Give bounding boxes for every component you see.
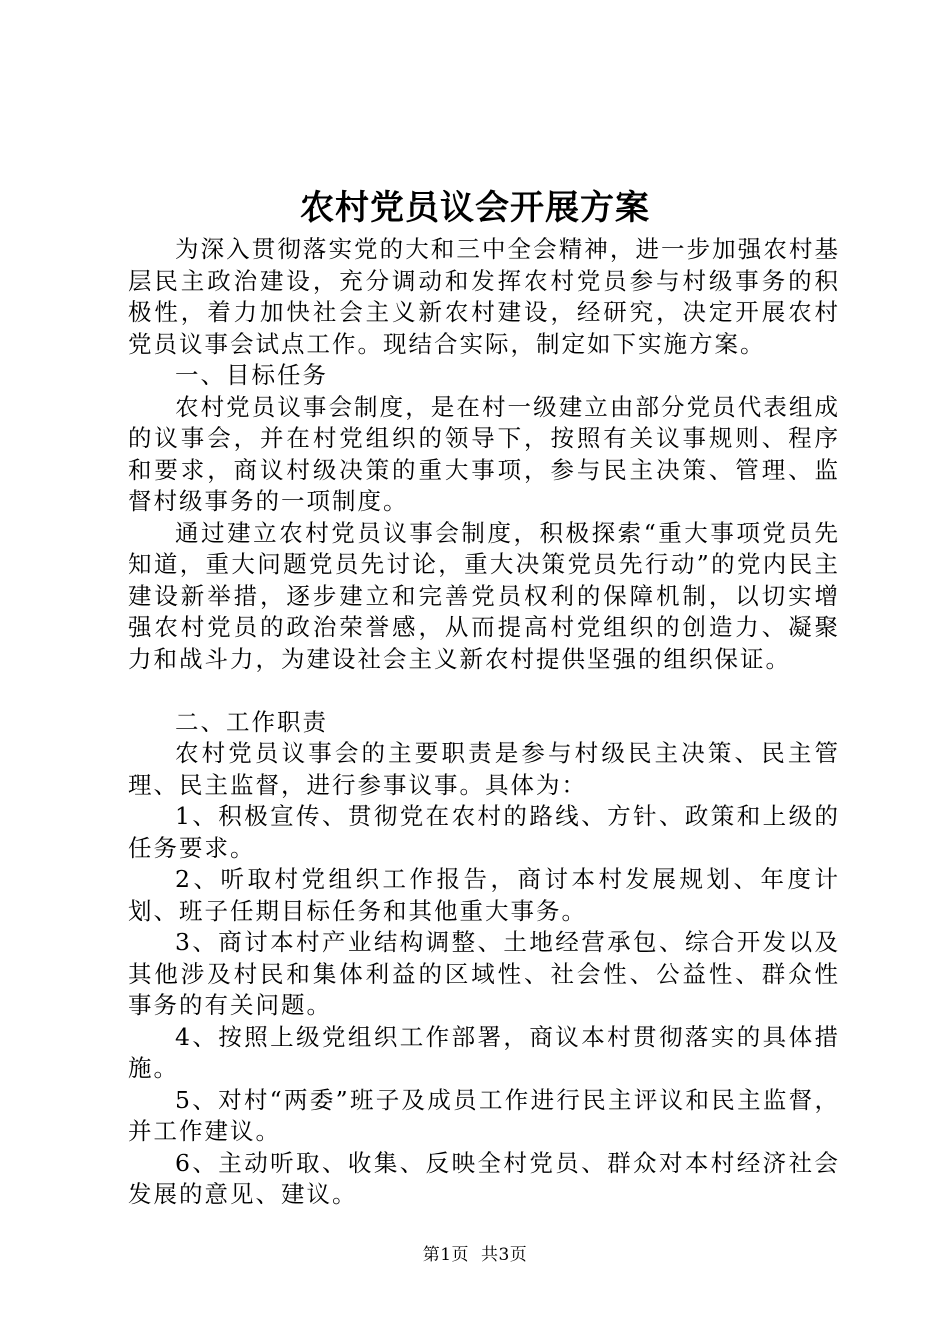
document-body xyxy=(128,234,840,1211)
paragraph-goals-purpose: 通过建立农村党员议事会制度，积极探索“重大事项党员先知道，重大问题党员先讨论，重大决策党员先行动”的党内民主建设新举措，逐步建立和完善党员权利的保障机制，以切实增强农村党员的政治荣誉感，从而提高村党组织的创造力、凝聚力和战斗力，为建设社会主义新农村提供坚强的组织保证。 xyxy=(128,518,840,673)
paragraph-duties-intro: 农村党员议事会的主要职责是参与村级民主决策、民主管理、民主监督，进行参事议事。具体为： xyxy=(128,739,840,799)
paragraph-goals-definition: 农村党员议事会制度，是在村一级建立由部分党员代表组成的议事会，并在村党组织的领导下，按照有关议事规则、程序和要求，商议村级决策的重大事项，参与民主决策、管理、监督村级事务的一项制度。 xyxy=(128,392,840,515)
list-item-duty-4: 4、按照上级党组织工作部署，商议本村贯彻落实的具体措施。 xyxy=(128,1022,840,1082)
list-item-duty-1: 1、积极宣传、贯彻党在农村的路线、方针、政策和上级的任务要求。 xyxy=(128,802,840,862)
list-item-duty-5: 5、对村“两委”班子及成员工作进行民主评议和民主监督，并工作建议。 xyxy=(128,1085,840,1145)
document-title: 农村党员议会开展方案 xyxy=(300,188,650,228)
page-footer xyxy=(0,1243,950,1267)
page-number-total: 共3页 xyxy=(480,1245,528,1265)
page-number-current: 第1页 xyxy=(422,1245,470,1265)
list-item-duty-6: 6、主动听取、收集、反映全村党员、群众对本村经济社会发展的意见、建议。 xyxy=(128,1148,840,1208)
paragraph-intro: 为深入贯彻落实党的大和三中全会精神，进一步加强农村基层民主政治建设，充分调动和发挥农村党员参与村级事务的积极性，着力加快社会主义新农村建设，经研究，决定开展农村党员议事会试点工作。现结合实际，制定如下实施方案。 xyxy=(128,235,840,358)
list-item-duty-2: 2、听取村党组织工作报告，商讨本村发展规划、年度计划、班子任期目标任务和其他重大事务。 xyxy=(128,865,840,925)
list-item-duty-3: 3、商讨本村产业结构调整、土地经营承包、综合开发以及其他涉及村民和集体利益的区域性、社会性、公益性、群众性事务的有关问题。 xyxy=(128,928,840,1019)
blank-line xyxy=(128,675,840,707)
section-heading-goals: 一、目标任务 xyxy=(175,361,328,389)
section-heading-duties: 二、工作职责 xyxy=(175,707,328,736)
